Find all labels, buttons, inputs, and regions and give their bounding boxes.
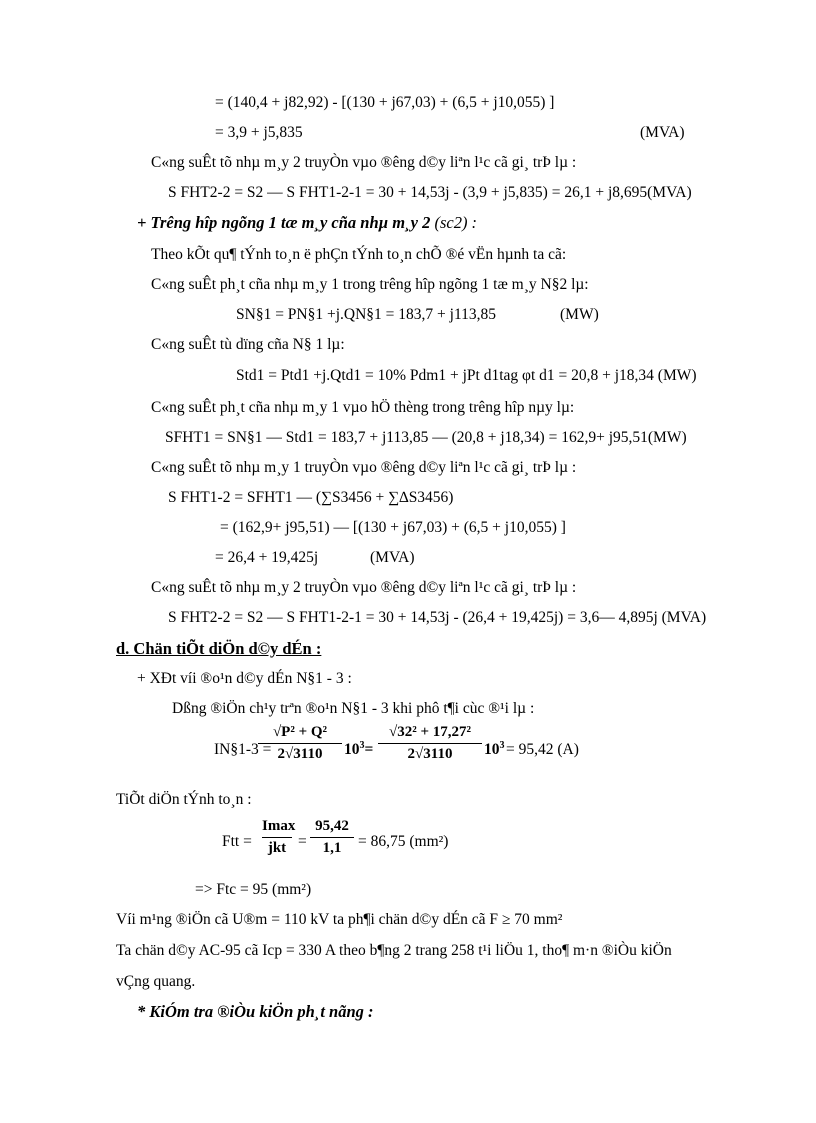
equals-sign: = — [298, 833, 307, 850]
formula-current-result: = 95,42 (A) — [506, 741, 579, 758]
section-heading-heating: * KiÓm tra ®iÒu kiÖn ph¸t nãng : — [137, 1002, 374, 1021]
text-line-3: C«ng suÊt tõ nhµ m¸y 2 truyÒn vµo ®êng d©y liªn l¹c cã gi¸ trÞ lµ : — [151, 154, 577, 171]
formula-section-frac-numeric — [310, 818, 354, 857]
frac-numerator: 95,42 — [315, 818, 349, 834]
frac-denominator: 2√3110 — [407, 746, 453, 762]
frac-numerator: √32² + 17,27² — [388, 724, 472, 740]
text-line-24: vÇng quang. — [116, 973, 196, 990]
equation-line-7: SN§1 = PN§1 +j.QN§1 = 183,7 + j113,85 — [236, 306, 497, 323]
frac-numerator: √P² + Q² — [272, 724, 328, 740]
text-line-22: Víi m¹ng ®iÖn cã U®m = 110 kV ta ph¶i chän d©y dÉn cã F ≥ 70 mm² — [116, 911, 563, 928]
text-line-5: Theo kÕt qu¶ tÝnh to¸n ë phÇn tÝnh to¸n chÕ ®é vËn hµnh ta cã: — [151, 246, 567, 263]
equation-line-1: = (140,4 + j82,92) - [(130 + j67,03) + (6,5 + j10,055) ] — [215, 94, 555, 111]
equation-line-15: = 26,4 + 19,425j — [215, 549, 319, 566]
section-heading-case: + Trêng hîp ngõng 1 tæ m¸y cña nhµ m¸y 2 (sc2) : — [137, 213, 478, 232]
equation-line-11: SFHT1 = SN§1 — Std1 = 183,7 + j113,85 — (20,8 + j18,34) = 162,9+ j95,51(MW) — [165, 429, 687, 446]
text-line-6: C«ng suÊt ph¸t cña nhµ m¸y 1 trong trêng hîp ngõng 1 tæ m¸y N§2 lµ: — [151, 276, 589, 293]
frac-denominator: jkt — [267, 840, 287, 856]
equation-line-9: Std1 = Ptd1 +j.Qtd1 = 10% Pdm1 + jPt d1tag φt d1 = 20,8 + j18,34 (MW) — [236, 367, 697, 384]
power-ten-2: $10^3$ — [484, 740, 505, 758]
equation-line-2: = 3,9 + j5,835 — [215, 124, 303, 141]
text-line-21: => Ftc = 95 (mm²) — [195, 881, 312, 898]
frac-denominator: 1,1 — [322, 840, 342, 856]
equation-line-13: S FHT1-2 = SFHT1 — (∑S3456 + ∑∆S3456) — [168, 489, 454, 506]
text-line-8: C«ng suÊt tù dïng cña N§ 1 lµ: — [151, 336, 345, 353]
frac-numerator: Imax — [262, 818, 296, 834]
formula-current-lhs: IN§1-3 = — [214, 741, 272, 758]
formula-current-frac-numeric — [378, 724, 482, 763]
equation-line-17: S FHT2-2 = S2 — S FHT1-2-1 = 30 + 14,53j - (26,4 + 19,425j) = 3,6— 4,895j (MVA) — [168, 609, 707, 626]
text-line-20: TiÕt diÖn tÝnh to¸n : — [116, 791, 252, 808]
text-line-19: Dßng ®iÖn ch¹y trªn ®o¹n N§1 - 3 khi phô t¶i cùc ®¹i lµ : — [172, 700, 535, 717]
unit-mva-1: (MVA) — [640, 124, 685, 141]
formula-current-frac-symbolic — [258, 724, 342, 763]
formula-section-frac-symbolic — [262, 818, 296, 857]
equation-line-4: S FHT2-2 = S2 — S FHT1-2-1 = 30 + 14,53j - (3,9 + j5,835) = 26,1 + j8,695(MVA) — [168, 184, 692, 201]
formula-section-lhs: Ftt = — [222, 833, 252, 850]
unit-mw-1: (MW) — [560, 306, 599, 323]
formula-section-result: = 86,75 (mm²) — [358, 833, 449, 850]
unit-mva-2: (MVA) — [370, 549, 415, 566]
frac-denominator: 2√3110 — [277, 746, 323, 762]
equation-line-14: = (162,9+ j95,51) — [(130 + j67,03) + (6,5 + j10,055) ] — [220, 519, 566, 536]
section-heading-conductor: d. Chän tiÕt diÖn d©y dÉn : — [116, 639, 322, 658]
text-line-23: Ta chän d©y AC-95 cã Icp = 330 A theo b¶ng 2 trang 258 t¹i liÖu 1, tho¶ m·n ®iÒu kiÖn — [116, 942, 672, 959]
power-ten-1: $10^3=$ — [344, 740, 374, 758]
text-line-10: C«ng suÊt ph¸t cña nhµ m¸y 1 vµo hÖ thèng trong trêng hîp nµy lµ: — [151, 399, 575, 416]
text-line-12: C«ng suÊt tõ nhµ m¸y 1 truyÒn vµo ®êng d©y liªn l¹c cã gi¸ trÞ lµ : — [151, 459, 577, 476]
text-line-18: + XÐt víi ®o¹n d©y dÉn N§1 - 3 : — [137, 670, 352, 687]
text-line-16: C«ng suÊt tõ nhµ m¸y 2 truyÒn vµo ®êng d©y liªn l¹c cã gi¸ trÞ lµ : — [151, 579, 577, 596]
